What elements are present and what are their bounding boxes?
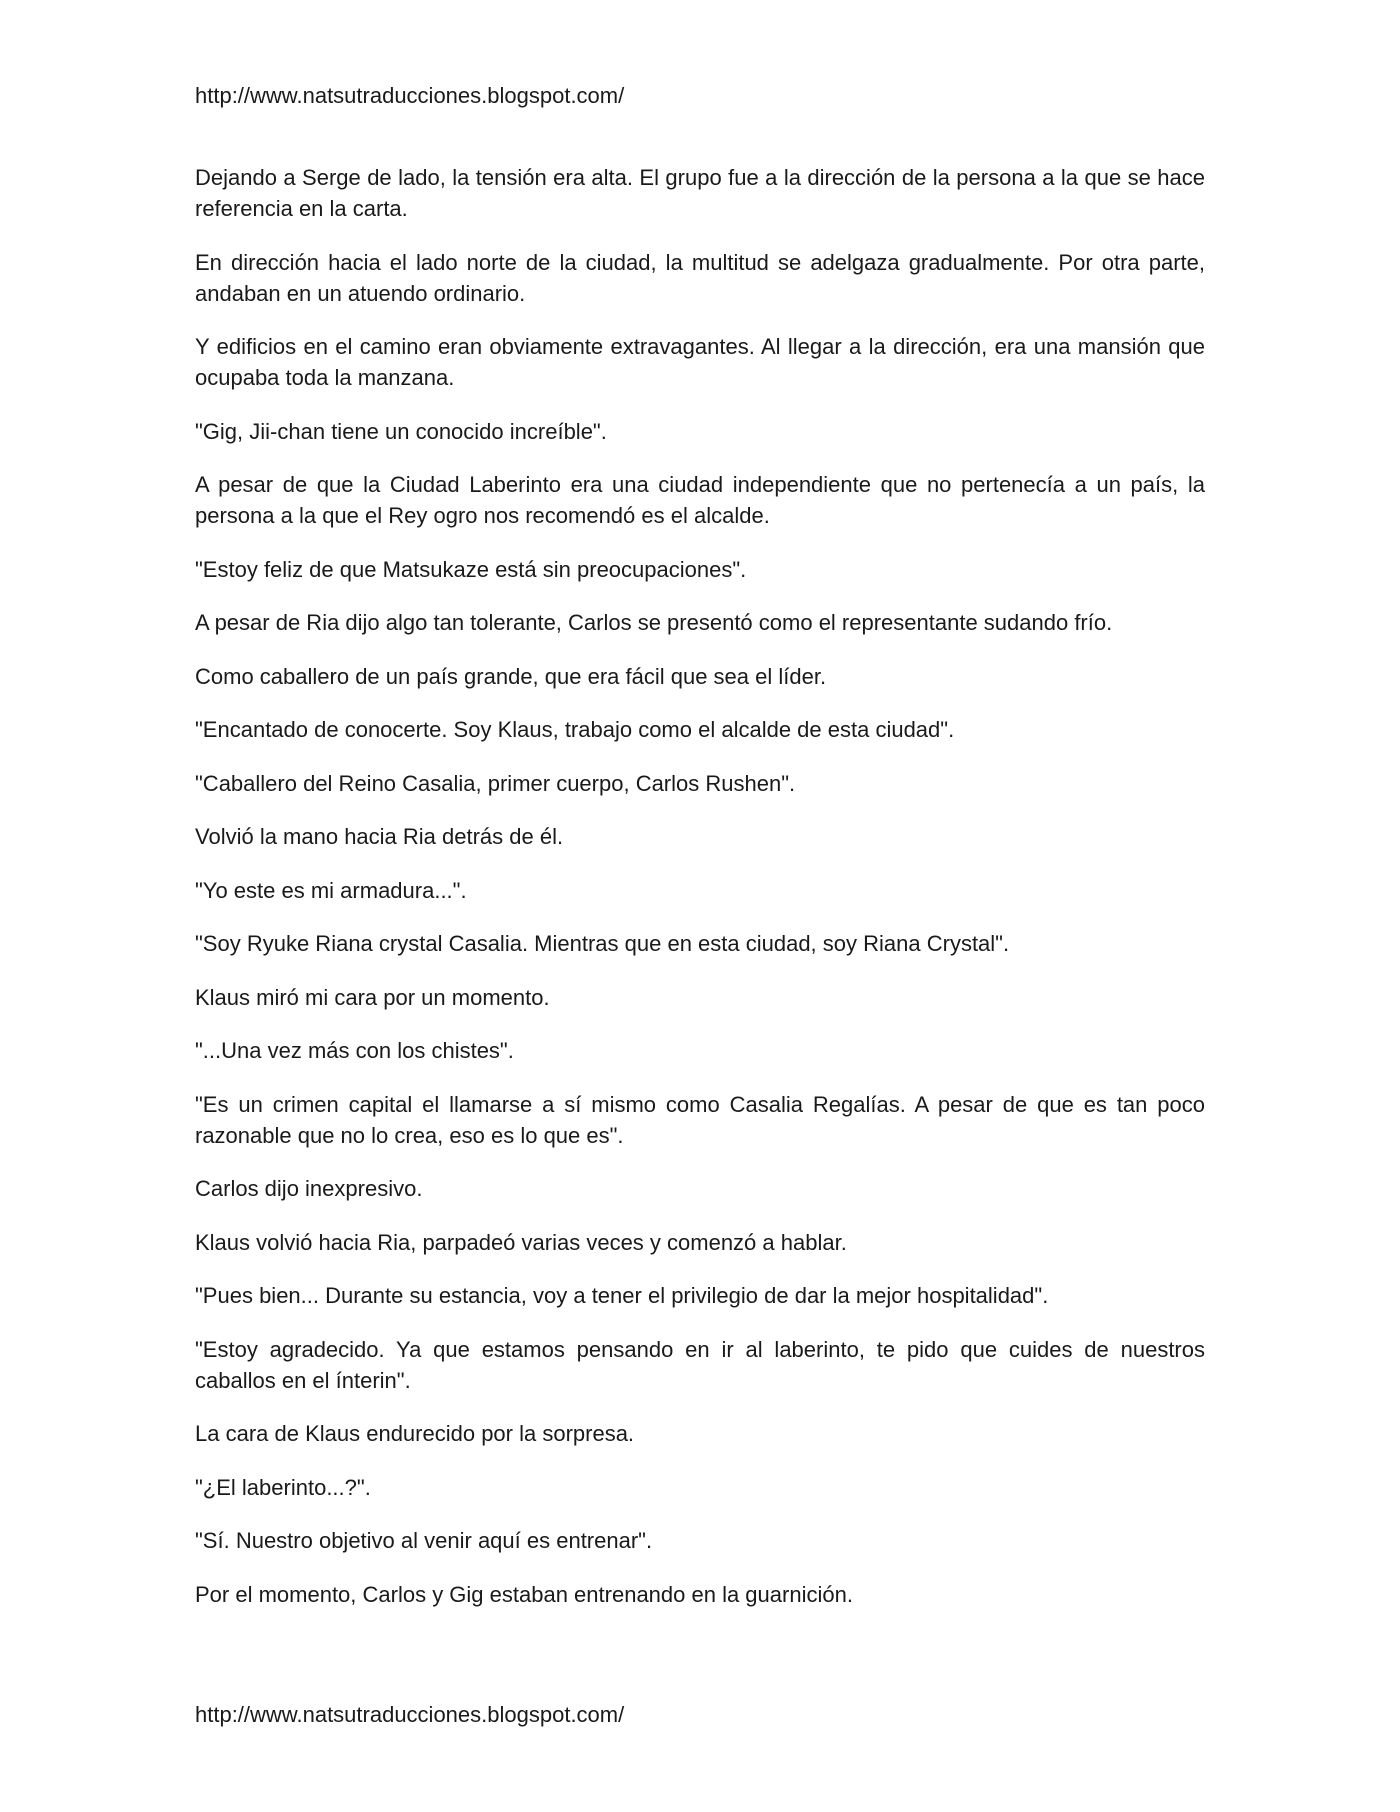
paragraph: "Soy Ryuke Riana crystal Casalia. Mientras que en esta ciudad, soy Riana Crystal". xyxy=(195,931,1010,956)
paragraph: Klaus miró mi cara por un momento. xyxy=(195,984,550,1010)
paragraph: "...Una vez más con los chistes". xyxy=(195,1038,514,1063)
body-text xyxy=(195,162,1205,1632)
paragraph: Dejando a Serge de lado, la tensión era alta. El grupo fue a la dirección de la persona a la que se hace referencia en la carta. xyxy=(195,165,1205,221)
paragraph: "Estoy agradecido. Ya que estamos pensando en ir al laberinto, te pido que cuides de nuestros caballos en el ínterin". xyxy=(195,1336,1205,1393)
paragraph: Y edificios en el camino eran obviamente extravagantes. Al llegar a la dirección, era una mansión que ocupaba toda la manzana. xyxy=(195,334,1205,390)
paragraph: Klaus volvió hacia Ria, parpadeó varias veces y comenzó a hablar. xyxy=(195,1229,847,1255)
paragraph: "Encantado de conocerte. Soy Klaus, trabajo como el alcalde de esta ciudad". xyxy=(195,717,955,742)
paragraph: "Sí. Nuestro objetivo al venir aquí es entrenar". xyxy=(195,1528,653,1553)
paragraph: Por el momento, Carlos y Gig estaban entrenando en la guarnición. xyxy=(195,1581,853,1607)
paragraph: "Es un crimen capital el llamarse a sí mismo como Casalia Regalías. A pesar de que es tan poco razonable que no lo crea, eso es lo que es". xyxy=(195,1091,1205,1148)
paragraph: "Caballero del Reino Casalia, primer cuerpo, Carlos Rushen". xyxy=(195,770,796,796)
paragraph: A pesar de que la Ciudad Laberinto era una ciudad independiente que no pertenecía a un país, la persona a la que el Rey ogro nos recomendó es el alcalde. xyxy=(195,472,1205,528)
paragraph: La cara de Klaus endurecido por la sorpresa. xyxy=(195,1421,635,1446)
footer-url: http://www.natsutraducciones.blogspot.com/ xyxy=(195,1702,625,1727)
paragraph: A pesar de Ria dijo algo tan tolerante, Carlos se presentó como el representante sudando frío. xyxy=(195,610,1113,635)
paragraph: En dirección hacia el lado norte de la ciudad, la multitud se adelgaza gradualmente. Por otra parte, andaban en un atuendo ordinario. xyxy=(195,249,1205,306)
paragraph: "Pues bien... Durante su estancia, voy a tener el privilegio de dar la mejor hospitalidad". xyxy=(195,1283,1049,1308)
paragraph: "Yo este es mi armadura...". xyxy=(195,877,467,903)
paragraph: Volvió la mano hacia Ria detrás de él. xyxy=(195,824,564,849)
paragraph: Como caballero de un país grande, que era fácil que sea el líder. xyxy=(195,663,827,689)
paragraph: "Gig, Jii-chan tiene un conocido increíble". xyxy=(195,418,607,444)
paragraph: Carlos dijo inexpresivo. xyxy=(195,1176,423,1201)
header-url: http://www.natsutraducciones.blogspot.com/ xyxy=(195,83,625,108)
paragraph: "¿El laberinto...?". xyxy=(195,1474,371,1500)
paragraph: "Estoy feliz de que Matsukaze está sin preocupaciones". xyxy=(195,556,747,582)
